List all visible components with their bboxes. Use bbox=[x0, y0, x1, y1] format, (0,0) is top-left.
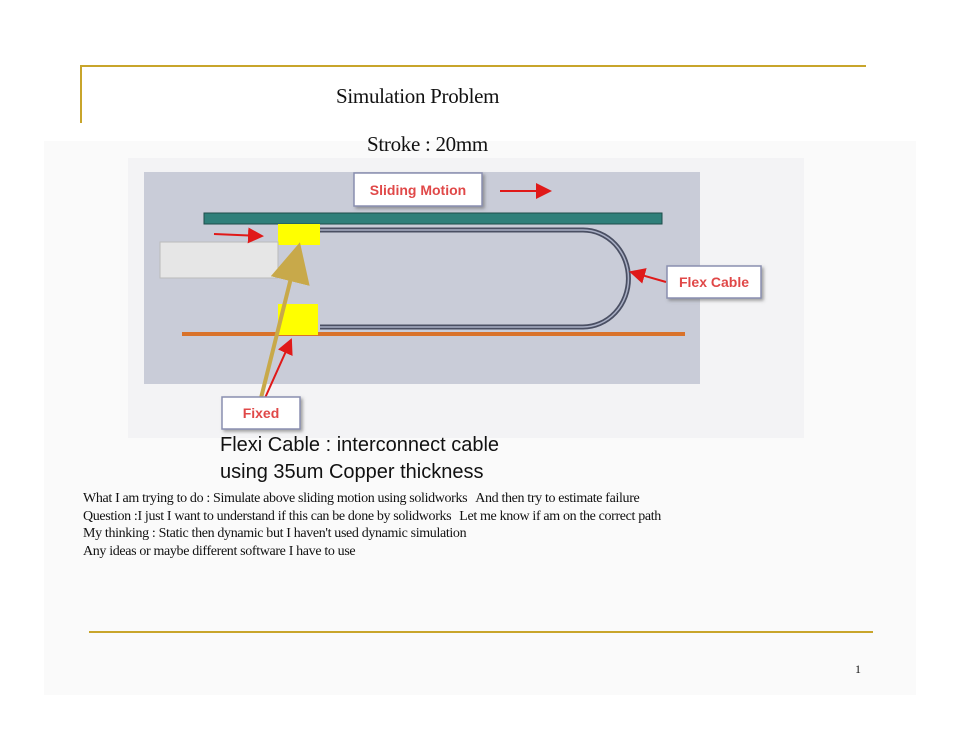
top-rule bbox=[80, 65, 866, 67]
slide-title: Simulation Problem bbox=[336, 84, 500, 108]
left-rule bbox=[80, 65, 82, 123]
note-line: Question :I just I want to understand if this can be done by solidworks Let me know if am on the correct path bbox=[83, 508, 661, 524]
sliding-motion-label: Sliding Motion bbox=[369, 182, 467, 198]
sliding-plate bbox=[204, 213, 662, 224]
fixed-rail bbox=[182, 332, 685, 336]
mechanism-diagram bbox=[128, 158, 808, 443]
stroke-text: Stroke : 20mm bbox=[367, 132, 488, 156]
page-number: 1 bbox=[855, 662, 861, 676]
notes-block bbox=[83, 490, 661, 560]
caption-line-2: using 35um Copper thickness bbox=[220, 461, 484, 483]
bottom-rule bbox=[89, 631, 873, 633]
moving-clamp-block bbox=[278, 224, 320, 245]
note-line: My thinking : Static then dynamic but I haven't used dynamic simulation bbox=[83, 526, 467, 541]
cable-caption bbox=[220, 432, 499, 486]
flex-cable-label: Flex Cable bbox=[678, 274, 750, 290]
blank-label-box bbox=[160, 242, 278, 278]
note-line: Any ideas or maybe different software I have to use bbox=[83, 543, 356, 559]
fixed-label: Fixed bbox=[242, 405, 280, 421]
caption-line-1: Flexi Cable : interconnect cable bbox=[220, 434, 500, 456]
note-line: What I am trying to do : Simulate above sliding motion using solidworks And then try to estimate failure bbox=[83, 491, 640, 506]
